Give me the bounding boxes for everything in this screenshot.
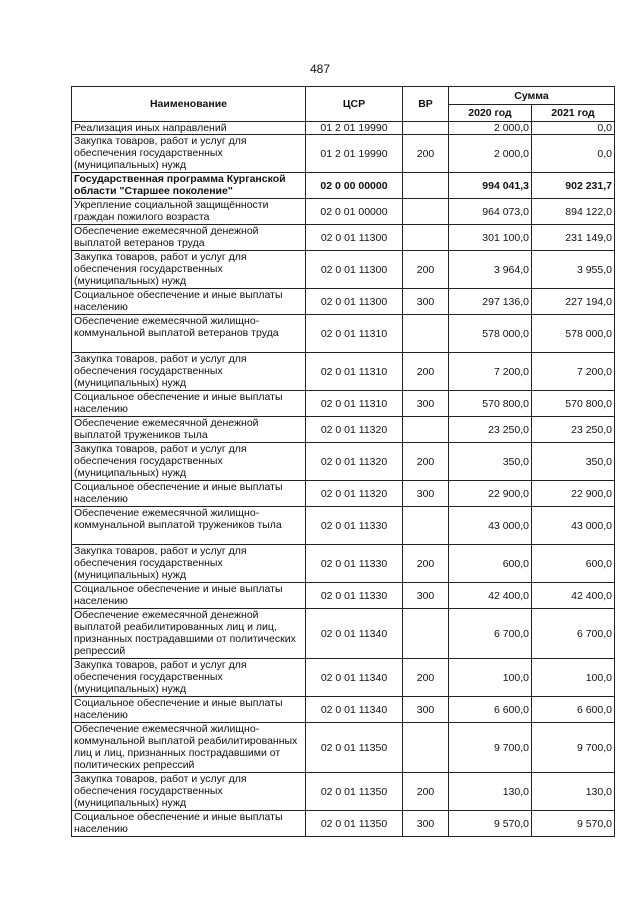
- row-sum-2020: 43 000,0: [449, 507, 532, 545]
- row-vr: 200: [403, 773, 449, 811]
- row-name: Закупка товаров, работ и услуг для обеспечения государственных (муниципальных) нужд: [72, 659, 306, 697]
- budget-table: [71, 86, 615, 837]
- row-sum-2021: 100,0: [532, 659, 615, 697]
- row-csr: 02 0 01 11350: [306, 811, 403, 837]
- row-sum-2020: 350,0: [449, 443, 532, 481]
- row-vr: [403, 315, 449, 353]
- row-csr: 02 0 01 11310: [306, 353, 403, 391]
- row-name: Социальное обеспечение и иные выплаты населению: [72, 289, 306, 315]
- row-csr: 02 0 01 11300: [306, 225, 403, 251]
- header-year-2021: 2021 год: [532, 105, 615, 122]
- row-sum-2021: 600,0: [532, 545, 615, 583]
- table-row: [72, 173, 615, 199]
- row-sum-2021: 23 250,0: [532, 417, 615, 443]
- row-sum-2021: 231 149,0: [532, 225, 615, 251]
- row-name: Закупка товаров, работ и услуг для обеспечения государственных (муниципальных) нужд: [72, 353, 306, 391]
- row-vr: 200: [403, 659, 449, 697]
- row-sum-2021: 130,0: [532, 773, 615, 811]
- row-name: Социальное обеспечение и иные выплаты населению: [72, 697, 306, 723]
- table-row: [72, 122, 615, 135]
- row-sum-2020: 23 250,0: [449, 417, 532, 443]
- row-vr: 300: [403, 697, 449, 723]
- row-csr: 02 0 01 11350: [306, 723, 403, 773]
- row-vr: 300: [403, 391, 449, 417]
- table-row: [72, 723, 615, 773]
- row-csr: 02 0 01 11320: [306, 481, 403, 507]
- row-vr: [403, 199, 449, 225]
- row-vr: 300: [403, 811, 449, 837]
- row-vr: [403, 417, 449, 443]
- row-vr: 200: [403, 353, 449, 391]
- row-vr: [403, 507, 449, 545]
- table-row: [72, 443, 615, 481]
- row-vr: 300: [403, 289, 449, 315]
- row-vr: [403, 225, 449, 251]
- row-sum-2020: 7 200,0: [449, 353, 532, 391]
- row-sum-2020: 578 000,0: [449, 315, 532, 353]
- row-name: Закупка товаров, работ и услуг для обеспечения государственных (муниципальных) нужд: [72, 545, 306, 583]
- row-sum-2021: 0,0: [532, 135, 615, 173]
- row-vr: 300: [403, 583, 449, 609]
- row-vr: 200: [403, 443, 449, 481]
- row-sum-2021: 7 200,0: [532, 353, 615, 391]
- row-vr: 200: [403, 135, 449, 173]
- row-sum-2021: 902 231,7: [532, 173, 615, 199]
- row-name: Закупка товаров, работ и услуг для обеспечения государственных (муниципальных) нужд: [72, 773, 306, 811]
- row-sum-2021: 6 600,0: [532, 697, 615, 723]
- row-vr: [403, 173, 449, 199]
- row-sum-2020: 964 073,0: [449, 199, 532, 225]
- table-row: [72, 417, 615, 443]
- row-sum-2020: 301 100,0: [449, 225, 532, 251]
- row-sum-2021: 22 900,0: [532, 481, 615, 507]
- row-vr: 200: [403, 251, 449, 289]
- row-name: Обеспечение ежемесячной денежной выплатой тружеников тыла: [72, 417, 306, 443]
- table-row: [72, 315, 615, 353]
- row-sum-2021: 350,0: [532, 443, 615, 481]
- row-sum-2020: 42 400,0: [449, 583, 532, 609]
- row-sum-2020: 100,0: [449, 659, 532, 697]
- row-name: Обеспечение ежемесячной денежной выплатой ветеранов труда: [72, 225, 306, 251]
- row-name: Закупка товаров, работ и услуг для обеспечения государственных (муниципальных) нужд: [72, 443, 306, 481]
- row-name: Социальное обеспечение и иные выплаты населению: [72, 811, 306, 837]
- row-name: Закупка товаров, работ и услуг для обеспечения государственных (муниципальных) нужд: [72, 135, 306, 173]
- row-name: Реализация иных направлений: [72, 122, 306, 135]
- row-sum-2020: 2 000,0: [449, 135, 532, 173]
- header-vr: ВР: [403, 87, 449, 122]
- row-vr: [403, 609, 449, 659]
- page-number: 487: [309, 62, 331, 76]
- row-csr: 02 0 01 11310: [306, 391, 403, 417]
- row-name: Обеспечение ежемесячной жилищно-коммунальной выплатой ветеранов труда: [72, 315, 306, 353]
- row-csr: 02 0 01 11320: [306, 443, 403, 481]
- row-vr: 300: [403, 481, 449, 507]
- row-sum-2020: 297 136,0: [449, 289, 532, 315]
- row-sum-2020: 9 700,0: [449, 723, 532, 773]
- row-csr: 01 2 01 19990: [306, 122, 403, 135]
- row-sum-2020: 130,0: [449, 773, 532, 811]
- row-csr: 02 0 01 11340: [306, 659, 403, 697]
- table-row: [72, 659, 615, 697]
- row-csr: 02 0 00 00000: [306, 173, 403, 199]
- table-row: [72, 811, 615, 837]
- row-csr: 02 0 01 00000: [306, 199, 403, 225]
- row-sum-2021: 43 000,0: [532, 507, 615, 545]
- row-name: Закупка товаров, работ и услуг для обеспечения государственных (муниципальных) нужд: [72, 251, 306, 289]
- row-vr: [403, 723, 449, 773]
- row-csr: 02 0 01 11340: [306, 697, 403, 723]
- row-sum-2021: 6 700,0: [532, 609, 615, 659]
- row-sum-2020: 570 800,0: [449, 391, 532, 417]
- row-name: Социальное обеспечение и иные выплаты населению: [72, 481, 306, 507]
- row-sum-2020: 6 700,0: [449, 609, 532, 659]
- table-row: [72, 391, 615, 417]
- row-name: Обеспечение ежемесячной жилищно-коммунальной выплатой реабилитированных лиц и лиц, признанных пострадавшими от политических репрессий: [72, 723, 306, 773]
- row-name: Социальное обеспечение и иные выплаты населению: [72, 391, 306, 417]
- row-sum-2021: 227 194,0: [532, 289, 615, 315]
- header-year-2020: 2020 год: [449, 105, 532, 122]
- table-row: [72, 609, 615, 659]
- table-row: [72, 353, 615, 391]
- table-row: [72, 583, 615, 609]
- table-row: [72, 545, 615, 583]
- row-csr: 02 0 01 11300: [306, 251, 403, 289]
- row-csr: 02 0 01 11330: [306, 583, 403, 609]
- row-sum-2021: 42 400,0: [532, 583, 615, 609]
- header-csr: ЦСР: [306, 87, 403, 122]
- row-sum-2021: 9 570,0: [532, 811, 615, 837]
- row-sum-2020: 3 964,0: [449, 251, 532, 289]
- row-csr: 02 0 01 11310: [306, 315, 403, 353]
- row-sum-2021: 894 122,0: [532, 199, 615, 225]
- row-csr: 02 0 01 11300: [306, 289, 403, 315]
- row-name: Государственная программа Курганской области "Старшее поколение": [72, 173, 306, 199]
- row-csr: 02 0 01 11330: [306, 545, 403, 583]
- row-csr: 02 0 01 11320: [306, 417, 403, 443]
- row-csr: 02 0 01 11330: [306, 507, 403, 545]
- row-sum-2021: 9 700,0: [532, 723, 615, 773]
- table-row: [72, 251, 615, 289]
- table-row: [72, 697, 615, 723]
- row-sum-2021: 0,0: [532, 122, 615, 135]
- header-name: Наименование: [72, 87, 306, 122]
- row-sum-2021: 3 955,0: [532, 251, 615, 289]
- row-vr: 200: [403, 545, 449, 583]
- table-row: [72, 225, 615, 251]
- table-row: [72, 773, 615, 811]
- row-sum-2021: 570 800,0: [532, 391, 615, 417]
- table-row: [72, 135, 615, 173]
- row-sum-2020: 600,0: [449, 545, 532, 583]
- row-csr: 02 0 01 11340: [306, 609, 403, 659]
- row-name: Обеспечение ежемесячной денежной выплатой реабилитированных лиц и лиц, признанных пострадавшими от политических репрессий: [72, 609, 306, 659]
- row-name: Обеспечение ежемесячной жилищно-коммунальной выплатой тружеников тыла: [72, 507, 306, 545]
- header-sum: Сумма: [449, 87, 615, 105]
- row-csr: 02 0 01 11350: [306, 773, 403, 811]
- row-sum-2020: 2 000,0: [449, 122, 532, 135]
- row-sum-2020: 994 041,3: [449, 173, 532, 199]
- table-row: [72, 289, 615, 315]
- table-body: [72, 122, 615, 837]
- table-row: [72, 481, 615, 507]
- table-row: [72, 199, 615, 225]
- row-sum-2020: 9 570,0: [449, 811, 532, 837]
- row-csr: 01 2 01 19990: [306, 135, 403, 173]
- row-sum-2021: 578 000,0: [532, 315, 615, 353]
- row-name: Социальное обеспечение и иные выплаты населению: [72, 583, 306, 609]
- row-sum-2020: 22 900,0: [449, 481, 532, 507]
- table-row: [72, 507, 615, 545]
- row-vr: [403, 122, 449, 135]
- row-sum-2020: 6 600,0: [449, 697, 532, 723]
- row-name: Укрепление социальной защищённости граждан пожилого возраста: [72, 199, 306, 225]
